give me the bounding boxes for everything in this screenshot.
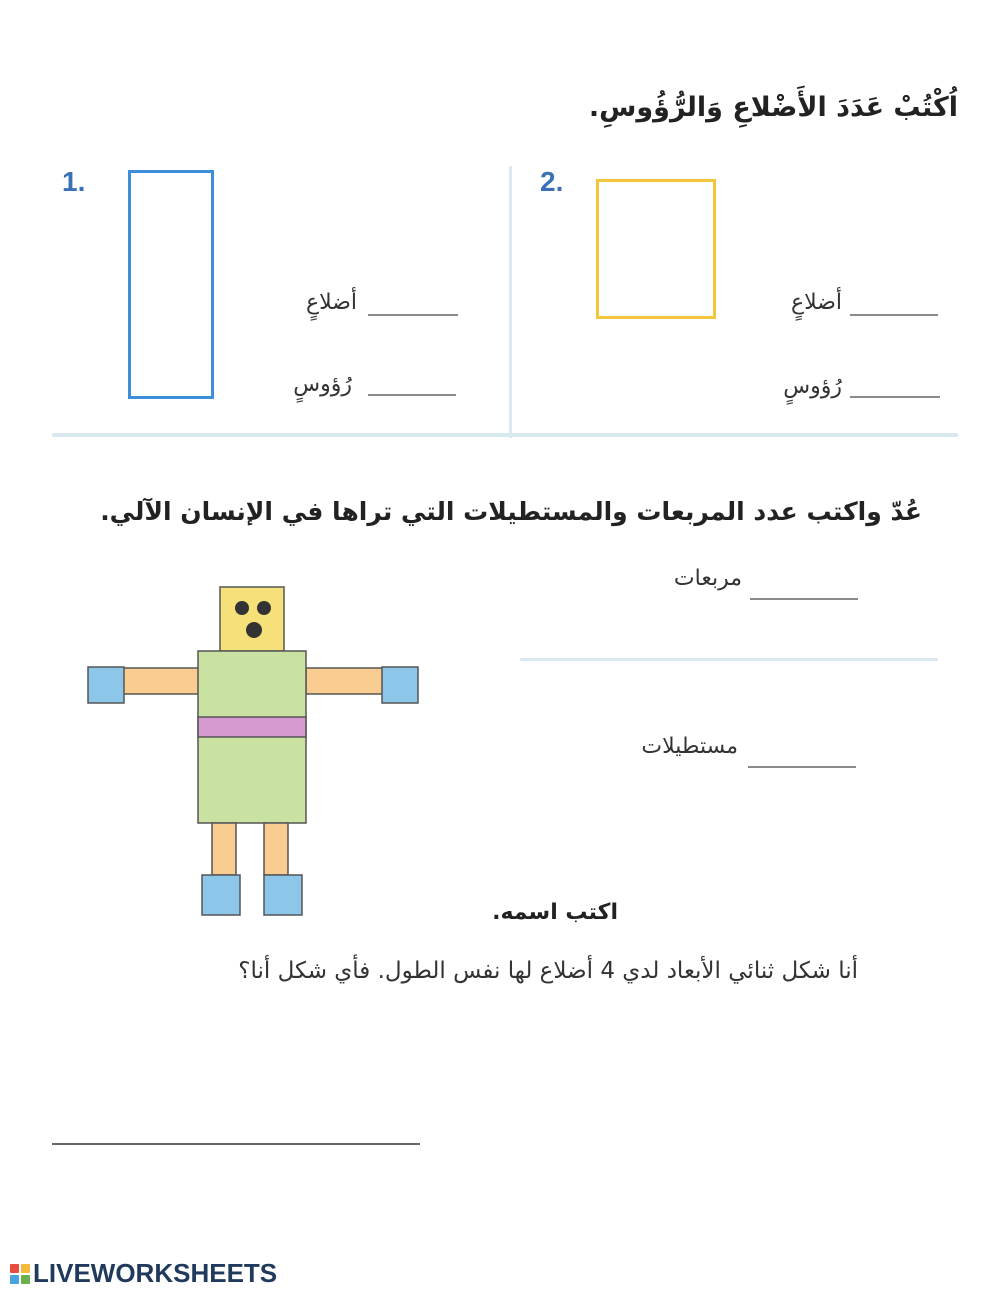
item1-sides-label: أضلاعٍ — [305, 290, 357, 315]
squares-divider — [520, 658, 938, 661]
section-divider — [52, 433, 958, 437]
robot-figure — [84, 584, 424, 920]
item2-sides-label: أضلاعٍ — [790, 290, 842, 315]
rectangles-blank[interactable] — [748, 766, 856, 768]
robot-hand-left — [88, 667, 124, 703]
robot-leg-right — [264, 823, 288, 875]
robot-hand-right — [382, 667, 418, 703]
squares-label: مربعات — [673, 566, 742, 591]
item2-sides-blank[interactable] — [850, 314, 938, 316]
item1-sides-blank[interactable] — [368, 314, 458, 316]
section1-title: اُكْتُبْ عَدَدَ الأَضْلاعِ وَالرُّؤُوسِ. — [588, 92, 958, 123]
item1-number: 1. — [62, 166, 86, 197]
rectangles-label: مستطيلات — [641, 734, 738, 759]
item2-number: 2. — [540, 166, 564, 197]
robot-arm-right — [306, 668, 384, 694]
robot-belt — [198, 717, 306, 737]
brand-name: LIVEWORKSHEETS — [33, 1258, 278, 1288]
liveworksheets-logo-icon — [10, 1264, 30, 1284]
item2-vertices-label: رُؤوسٍ — [783, 374, 842, 399]
robot-eye-left — [235, 601, 249, 615]
robot-foot-right — [264, 875, 302, 915]
robot-arm-left — [122, 668, 200, 694]
item1-vertices-label: رُؤوسٍ — [293, 372, 352, 397]
item2-vertices-blank[interactable] — [850, 396, 940, 398]
section2-title: عُدّ واكتب عدد المربعات والمستطيلات التي تراها في الإنسان الآلي. — [100, 497, 922, 526]
square-shape — [596, 179, 716, 319]
robot-leg-left — [212, 823, 236, 875]
rectangle-shape — [128, 170, 214, 399]
robot-foot-left — [202, 875, 240, 915]
robot-head — [220, 587, 284, 651]
item1-vertices-blank[interactable] — [368, 394, 456, 396]
section3-title: اكتب اسمه. — [492, 900, 618, 925]
squares-blank[interactable] — [750, 598, 858, 600]
column-divider — [509, 166, 512, 438]
shape-question: أنا شكل ثنائي الأبعاد لدي 4 أضلاع لها نفس الطول. فأي شكل أنا؟ — [238, 958, 858, 984]
answer-line[interactable] — [52, 1143, 420, 1145]
robot-mouth — [246, 622, 262, 638]
robot-eye-right — [257, 601, 271, 615]
liveworksheets-brand — [10, 1258, 277, 1289]
